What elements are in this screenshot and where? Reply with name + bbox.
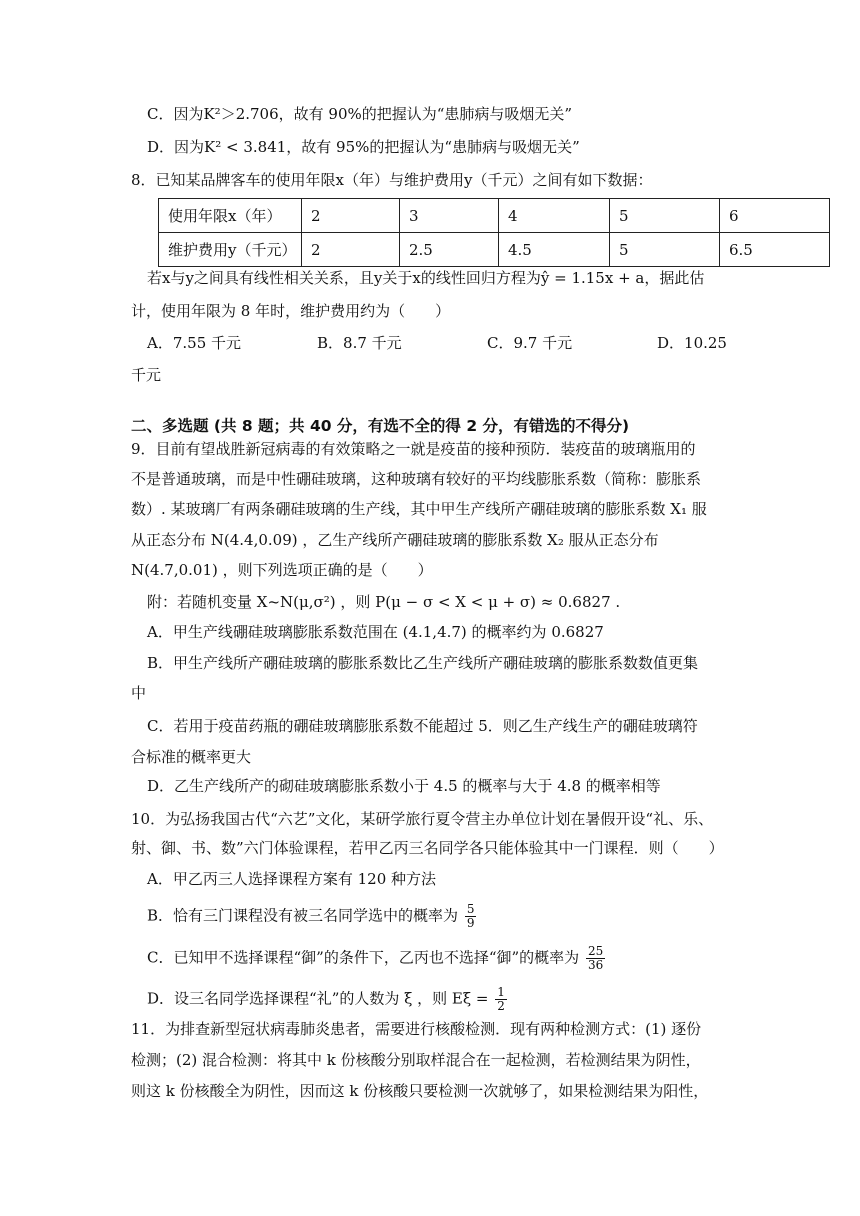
table-cell: 3 <box>400 199 499 233</box>
q9-line3: 数）. 某玻璃厂有两条硼硅玻璃的生产线，其中甲生产线所产硼硅玻璃的膨胀系数 X₁ 服 <box>131 500 707 518</box>
q9-option-c-wrap: 合标准的概率更大 <box>131 748 252 766</box>
table-cell: 4.5 <box>499 233 610 267</box>
denominator: 9 <box>466 916 475 930</box>
table-cell: 5 <box>610 233 720 267</box>
q10-option-c <box>147 945 607 972</box>
table-cell: 维护费用y（千元） <box>159 233 302 267</box>
q8-option-a: A．7.55 千元 <box>147 334 241 352</box>
table-cell: 使用年限x（年） <box>159 199 302 233</box>
fraction <box>465 903 477 930</box>
table-row <box>159 233 830 267</box>
q8-option-wrap: 千元 <box>131 366 162 384</box>
section-heading: 二、多选题 (共 8 题；共 40 分，有选不全的得 2 分，有错选的不得分) <box>131 417 630 435</box>
q9-option-b-wrap: 中 <box>131 684 147 702</box>
fraction <box>495 986 507 1013</box>
q11-line2: 检测；(2) 混合检测：将其中 k 份核酸分别取样混合在一起检测，若检测结果为阴性， <box>131 1051 701 1069</box>
numerator: 25 <box>587 944 604 958</box>
q11-line3: 则这 k 份核酸全为阴性，因而这 k 份核酸只要检测一次就够了，如果检测结果为阳性， <box>131 1082 709 1100</box>
q9-line1: 9．目前有望战胜新冠病毒的有效策略之一就是疫苗的接种预防．装疫苗的玻璃瓶用的 <box>131 440 696 458</box>
q10-option-c-text: C．已知甲不选择课程“御”的条件下，乙丙也不选择“御”的概率为 <box>147 948 580 967</box>
q10-line1: 10．为弘扬我国古代“六艺”文化，某研学旅行夏令营主办单位计划在暑假开设“礼、乐、 <box>131 810 714 828</box>
q8-option-c: C．9.7 千元 <box>487 334 573 352</box>
q8-line2: 计，使用年限为 8 年时，维护费用约为（ ） <box>131 302 451 320</box>
q9-option-d: D．乙生产线所产的砌硅玻璃膨胀系数小于 4.5 的概率与大于 4.8 的概率相等 <box>147 777 661 795</box>
q10-option-d <box>147 986 509 1013</box>
table-cell: 6.5 <box>720 233 830 267</box>
denominator: 36 <box>587 958 604 972</box>
numerator: 5 <box>466 902 475 916</box>
table-cell: 2 <box>302 233 400 267</box>
q8-line1: 若x与y之间具有线性相关关系，且y关于x的线性回归方程为ŷ = 1.15x + a，据此估 <box>147 269 705 287</box>
table-cell: 2.5 <box>400 233 499 267</box>
q7-option-c: C．因为K²＞2.706，故有 90%的把握认为“患肺病与吸烟无关” <box>147 105 573 123</box>
table-row <box>159 199 830 233</box>
q11-line1: 11．为排查新型冠状病毒肺炎患者，需要进行核酸检测．现有两种检测方式：(1) 逐份 <box>131 1020 702 1038</box>
table-cell: 6 <box>720 199 830 233</box>
denominator: 2 <box>497 999 505 1013</box>
q8-option-b: B．8.7 千元 <box>317 334 402 352</box>
q9-line2: 不是普通玻璃，而是中性硼硅玻璃，这种玻璃有较好的平均线膨胀系数（简称：膨胀系 <box>131 470 702 488</box>
q9-option-b: B．甲生产线所产硼硅玻璃的膨胀系数比乙生产线所产硼硅玻璃的膨胀系数数值更集 <box>147 654 699 672</box>
table-cell: 4 <box>499 199 610 233</box>
q7-option-d: D．因为K² < 3.841，故有 95%的把握认为“患肺病与吸烟无关” <box>147 138 580 156</box>
q9-line5: N(4.7,0.01) ，则下列选项正确的是（ ） <box>131 561 433 579</box>
q9-option-a: A．甲生产线硼硅玻璃膨胀系数范围在 (4.1,4.7) 的概率约为 0.6827 <box>147 623 604 641</box>
table-cell: 2 <box>302 199 400 233</box>
data-table <box>158 198 830 267</box>
fraction <box>586 945 605 972</box>
numerator: 1 <box>497 985 505 999</box>
q10-option-d-text: D．设三名同学选择课程“礼”的人数为 ξ ，则 Eξ = <box>147 989 489 1008</box>
table-cell: 5 <box>610 199 720 233</box>
q8-stem: 8．已知某品牌客车的使用年限x（年）与维护费用y（千元）之间有如下数据： <box>131 171 653 189</box>
q9-option-c: C．若用于疫苗药瓶的硼硅玻璃膨胀系数不能超过 5．则乙生产线生产的硼硅玻璃符 <box>147 717 698 735</box>
q8-option-d: D．10.25 <box>657 334 727 352</box>
q10-option-a: A．甲乙丙三人选择课程方案有 120 种方法 <box>147 870 437 888</box>
q9-line4: 从正态分布 N(4.4,0.09) ，乙生产线所产硼硅玻璃的膨胀系数 X₂ 服从正态分布 <box>131 531 659 549</box>
q9-note: 附：若随机变量 X~N(μ,σ²) ，则 P(μ − σ < X < μ + σ) ≈ 0.6827 . <box>147 593 621 611</box>
q10-line2: 射、御、书、数”六门体验课程，若甲乙丙三名同学各只能体验其中一门课程．则（ ） <box>131 839 724 857</box>
q10-option-b <box>147 903 478 930</box>
q10-option-b-text: B．恰有三门课程没有被三名同学选中的概率为 <box>147 906 459 925</box>
